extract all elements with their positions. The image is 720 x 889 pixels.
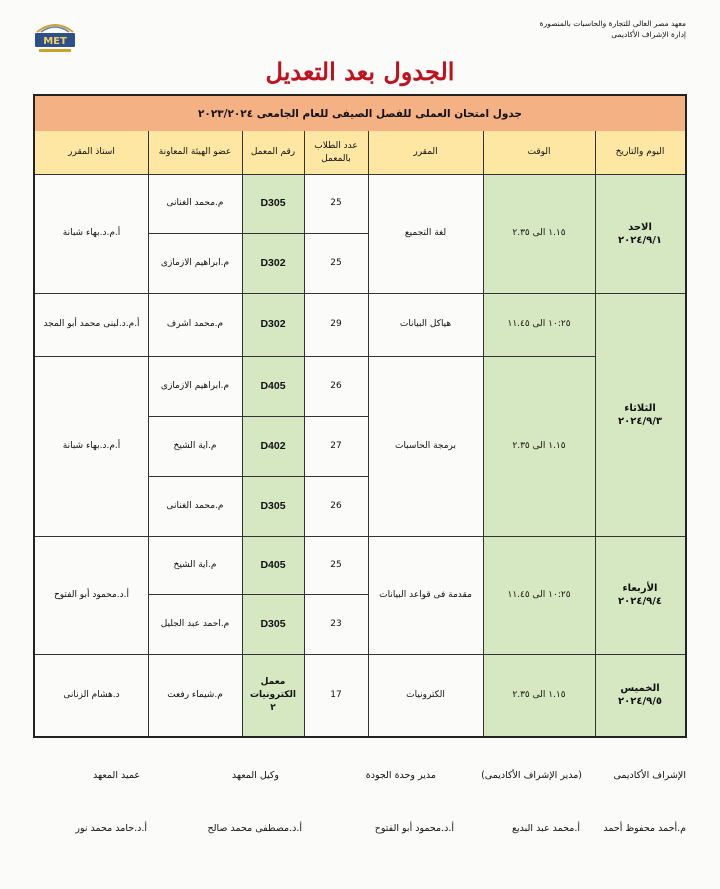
course-cell: مقدمة فى قواعد البيانات	[379, 589, 472, 600]
day-name: الثلاثاء	[624, 402, 656, 414]
header-students: عدد الطلاب بالمعمل	[304, 131, 368, 174]
time-cell: ١.١٥ الى ٢.٣٥	[483, 174, 595, 293]
table-caption: جدول امتحان العملى للفصل الصيفى للعام الجامعى ٢٠٢٣/٢٠٢٤	[35, 96, 685, 132]
course-cell: هياكل البيانات	[399, 319, 452, 329]
signature-role: وكيل المعهد	[231, 770, 279, 781]
assistant-cell: م.اية الشيخ	[173, 440, 217, 451]
professor-cell: أ.م.د.لبنى محمد أبو المجد	[43, 319, 140, 329]
grid-line	[242, 131, 243, 736]
students-cell: 17	[330, 689, 342, 700]
day-cell-tuesday	[595, 293, 685, 536]
grid-line	[148, 233, 368, 234]
institute-line2: إدارة الإشراف الأكاديمى	[611, 30, 686, 39]
day-name: الخميس	[620, 683, 660, 694]
signature-role: مدير وحدة الجودة	[365, 770, 436, 781]
grid-line	[595, 131, 596, 736]
students-cell: 29	[330, 319, 342, 329]
header-lab: رقم المعمل	[242, 131, 304, 174]
institute-logo	[31, 16, 79, 56]
assistant-cell: م.محمد الغنانى	[166, 198, 224, 208]
grid-line	[35, 174, 685, 175]
signature-role: (مدير الإشراف الأكاديمى)	[481, 770, 582, 781]
day-cell-wednesday	[595, 536, 685, 654]
day-date: ٢٠٢٤/٩/١	[618, 234, 662, 246]
signature-name: أ.محمد عبد البديع	[511, 823, 580, 834]
schedule-table	[33, 94, 687, 738]
course-cell: برمجة الحاسبات	[394, 440, 457, 451]
grid-line	[35, 536, 685, 537]
lab-cell: D305	[242, 476, 304, 536]
professor-cell: أ.م.د.بهاء شبانة	[62, 228, 121, 238]
logo-text: MET	[43, 36, 67, 47]
students-cell: 23	[330, 618, 342, 629]
header-assistant: عضو الهيئة المعاونة	[148, 131, 242, 174]
students-cell: 25	[330, 559, 342, 570]
day-date: ٢٠٢٤/٩/٣	[618, 415, 662, 427]
institute-line1: معهد مصر العالى للتجارة والحاسبات بالمنصورة	[539, 19, 686, 28]
lab-cell: D305	[242, 594, 304, 654]
lab-cell: D302	[242, 293, 304, 356]
lab-cell: D305	[242, 174, 304, 233]
day-date: ٢٠٢٤/٩/٥	[618, 696, 662, 707]
time-cell: ١.١٥ الى ٢.٣٥	[483, 356, 595, 536]
day-name: الاحد	[628, 221, 652, 233]
students-cell: 26	[330, 380, 342, 391]
grid-line	[148, 131, 149, 736]
professor-cell: د.هشام الزنانى	[63, 689, 120, 700]
assistant-cell: م.احمد عبد الجليل	[160, 618, 230, 629]
grid-line	[368, 131, 369, 736]
assistant-cell: م.شيماء رفعت	[167, 689, 223, 700]
grid-line	[35, 654, 685, 655]
course-cell: الكترونيات	[406, 689, 445, 700]
professor-cell: أ.م.د.بهاء شبانة	[62, 440, 121, 451]
day-date: ٢٠٢٤/٩/٤	[618, 596, 662, 607]
students-cell: 26	[330, 500, 342, 511]
assistant-cell: م.اية الشيخ	[173, 559, 217, 570]
page-title: الجدول بعد التعديل	[265, 57, 455, 86]
grid-line	[483, 131, 484, 736]
lab-cell: معمل الكترونيات ٢	[242, 654, 304, 736]
time-cell: ١٠:٢٥ الى ١١.٤٥	[483, 293, 595, 356]
professor-cell: أ.د.محمود أبو الفتوح	[53, 589, 130, 600]
grid-line	[35, 293, 685, 294]
lab-cell: D405	[242, 536, 304, 594]
day-name: الأربعاء	[622, 583, 658, 594]
students-cell: 25	[330, 198, 342, 208]
grid-line	[35, 356, 595, 357]
course-cell: لغة التجميع	[404, 228, 447, 238]
grid-line	[148, 476, 368, 477]
grid-line	[148, 594, 368, 595]
signature-role: عميد المعهد	[92, 770, 140, 781]
grid-line	[304, 131, 305, 736]
lab-cell: D402	[242, 416, 304, 476]
header-course: المقرر	[368, 131, 483, 174]
header-time: الوقت	[483, 131, 595, 174]
lab-cell: D405	[242, 356, 304, 416]
signature-name: أ.د.مصطفى محمد صالح	[207, 823, 302, 834]
day-cell-sunday	[595, 174, 685, 293]
signature-name: أ.د.حامد محمد نور	[75, 823, 147, 834]
students-cell: 25	[330, 257, 342, 268]
signature-name: أ.د.محمود أبو الفتوح	[374, 823, 454, 834]
header-day: اليوم والتاريخ	[595, 131, 685, 174]
grid-line	[148, 416, 368, 417]
time-cell: ١.١٥ الى ٢.٣٥	[483, 654, 595, 736]
institute-name	[540, 18, 686, 40]
signature-role: الإشراف الأكاديمى	[613, 770, 686, 781]
signature-name: م.أحمد محفوظ أحمد	[603, 823, 686, 834]
lab-cell: D302	[242, 233, 304, 293]
time-cell: ١٠:٢٥ الى ١١.٤٥	[483, 536, 595, 654]
header-professor: استاذ المقرر	[35, 131, 148, 174]
assistant-cell: م.ابراهيم الازمازى	[160, 257, 230, 268]
assistant-cell: م.محمد اشرف	[166, 319, 224, 329]
assistant-cell: م.ابراهيم الازمازى	[160, 380, 230, 391]
day-cell-thursday	[595, 654, 685, 736]
assistant-cell: م.محمد الغنانى	[166, 500, 224, 511]
students-cell: 27	[330, 440, 342, 451]
